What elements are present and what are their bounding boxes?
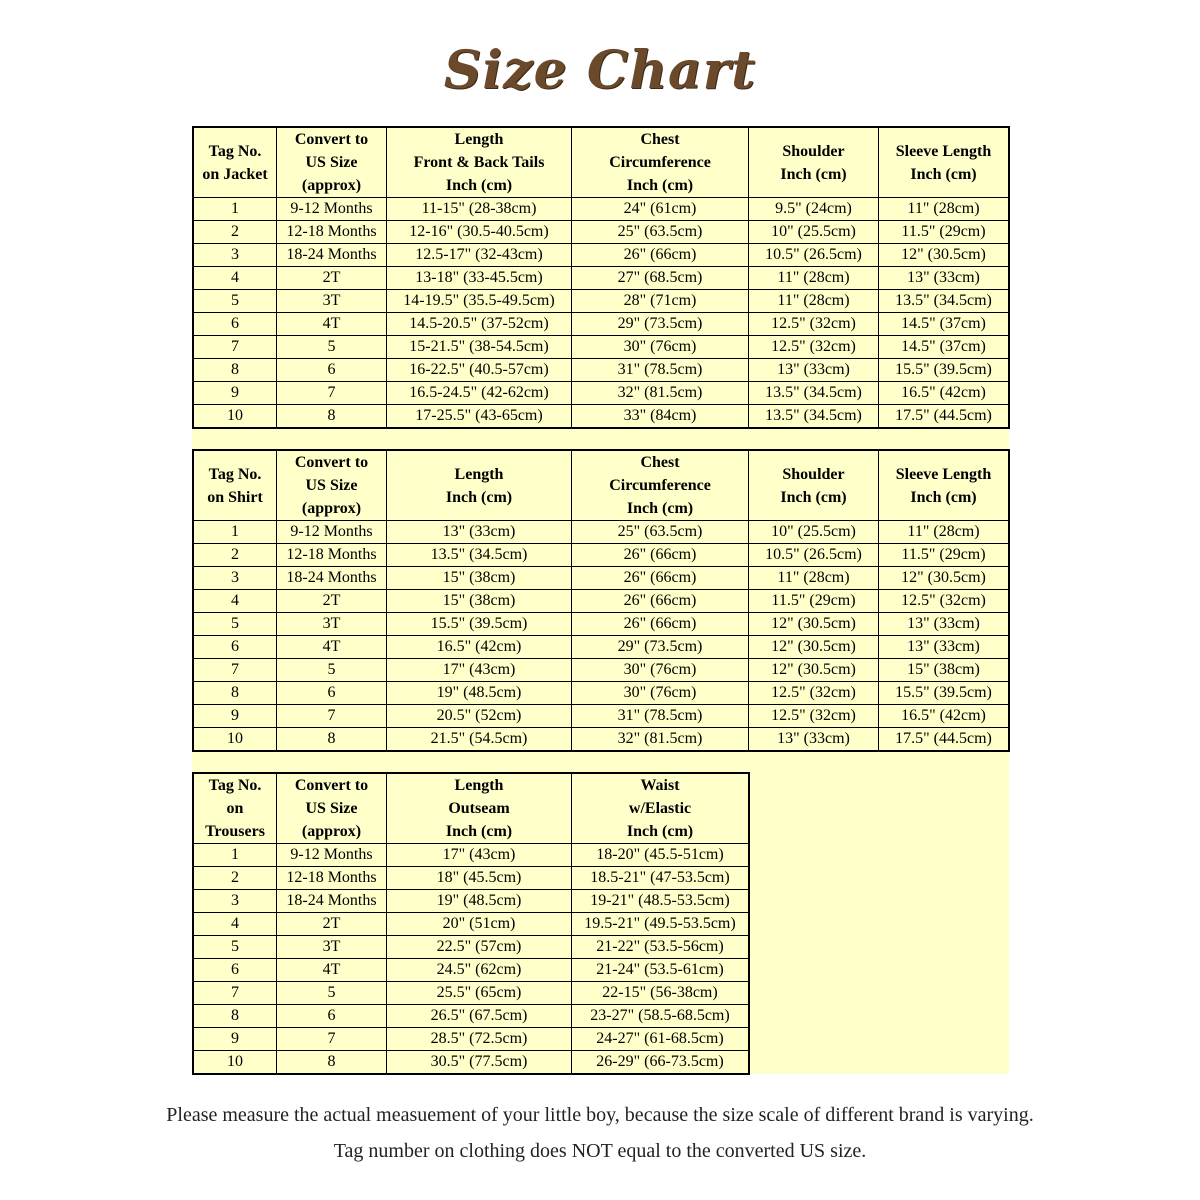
table-cell: 28.5" (72.5cm) (387, 1028, 572, 1051)
table-cell: 13" (33cm) (879, 267, 1010, 290)
table-cell: 12-18 Months (277, 221, 387, 244)
column-header-line: Outseam (448, 800, 510, 817)
column-header (193, 450, 277, 521)
table-cell: 4T (277, 313, 387, 336)
column-header (277, 127, 387, 198)
table-cell: 13.5" (34.5cm) (749, 382, 879, 405)
table-row (193, 521, 1009, 544)
column-header-line: Waist (640, 777, 680, 794)
column-header (879, 450, 1010, 521)
table-cell: 16.5" (42cm) (387, 636, 572, 659)
table-cell: 12.5" (32cm) (749, 682, 879, 705)
table-row (193, 1028, 749, 1051)
column-header (387, 450, 572, 521)
table-cell: 19.5-21" (49.5-53.5cm) (572, 913, 750, 936)
table-cell: 11" (28cm) (749, 567, 879, 590)
table-cell: 12.5" (32cm) (749, 705, 879, 728)
header-row (193, 450, 1009, 521)
table-cell: 32" (81.5cm) (572, 382, 749, 405)
table-cell: 13" (33cm) (749, 728, 879, 752)
table-cell: 11" (28cm) (879, 521, 1010, 544)
table-cell: 3 (193, 244, 277, 267)
table-cell: 4 (193, 267, 277, 290)
table-row (193, 221, 1009, 244)
column-header-line: Convert to (294, 131, 369, 148)
trousers-size-table (192, 772, 750, 1075)
table-cell: 5 (277, 659, 387, 682)
measurement-note: Please measure the actual measuement of your little boy, because the size scale of different brand is varying. (166, 1104, 1034, 1126)
column-header-line: (approx) (301, 823, 362, 840)
table-cell: 21-24" (53.5-61cm) (572, 959, 750, 982)
column-header (387, 773, 572, 844)
table-cell: 8 (277, 405, 387, 429)
table-cell: 19" (48.5cm) (387, 682, 572, 705)
table-cell: 12" (30.5cm) (879, 567, 1010, 590)
table-cell: 2 (193, 544, 277, 567)
table-row (193, 544, 1009, 567)
column-header (749, 127, 879, 198)
table-cell: 2T (277, 267, 387, 290)
table-cell: 3T (277, 936, 387, 959)
table-cell: 25" (63.5cm) (572, 521, 749, 544)
column-header-line: Shoulder (782, 142, 845, 160)
table-cell: 26" (66cm) (572, 244, 749, 267)
table-row (193, 336, 1009, 359)
column-header-line: Inch (cm) (910, 165, 977, 183)
table-row (193, 844, 749, 867)
column-header-line: Inch (cm) (626, 177, 694, 194)
table-cell: 11.5" (29cm) (879, 544, 1010, 567)
table-cell: 7 (277, 1028, 387, 1051)
table-cell: 8 (193, 1005, 277, 1028)
table-cell: 3 (193, 890, 277, 913)
table-cell: 24-27" (61-68.5cm) (572, 1028, 750, 1051)
column-header (387, 127, 572, 198)
table-cell: 7 (193, 659, 277, 682)
table-cell: 16-22.5" (40.5-57cm) (387, 359, 572, 382)
table-cell: 31" (78.5cm) (572, 359, 749, 382)
column-header-line: Circumference (609, 154, 711, 171)
table-cell: 13.5" (34.5cm) (749, 405, 879, 429)
column-header-line: Length (454, 465, 504, 483)
table-cell: 15.5" (39.5cm) (879, 682, 1010, 705)
table-cell: 3T (277, 290, 387, 313)
table-cell: 14.5" (37cm) (879, 313, 1010, 336)
table-cell: 13-18" (33-45.5cm) (387, 267, 572, 290)
table-cell: 26-29" (66-73.5cm) (572, 1051, 750, 1075)
column-header (572, 773, 750, 844)
table-cell: 32" (81.5cm) (572, 728, 749, 752)
table-row (193, 244, 1009, 267)
column-header-line: Sleeve Length (895, 142, 992, 160)
table-cell: 16.5-24.5" (42-62cm) (387, 382, 572, 405)
table-cell: 6 (277, 682, 387, 705)
table-row (193, 567, 1009, 590)
table-cell: 9 (193, 1028, 277, 1051)
table-cell: 22-15" (56-38cm) (572, 982, 750, 1005)
column-header-line: w/Elastic (628, 800, 692, 817)
table-cell: 17.5" (44.5cm) (879, 405, 1010, 429)
table-cell: 11" (28cm) (749, 267, 879, 290)
column-header-line: Inch (cm) (445, 488, 513, 506)
table-cell: 15-21.5" (38-54.5cm) (387, 336, 572, 359)
column-header (277, 773, 387, 844)
table-cell: 16.5" (42cm) (879, 705, 1010, 728)
table-cell: 17" (43cm) (387, 844, 572, 867)
table-cell: 30" (76cm) (572, 682, 749, 705)
table-cell: 4 (193, 590, 277, 613)
page-title: Size Chart (443, 40, 757, 101)
column-header (277, 450, 387, 521)
table-cell: 12.5" (32cm) (749, 313, 879, 336)
table-row (193, 590, 1009, 613)
table-cell: 18-24 Months (277, 244, 387, 267)
table-cell: 21-22" (53.5-56cm) (572, 936, 750, 959)
column-header-line: Circumference (609, 477, 711, 494)
jacket-size-table (192, 126, 1010, 429)
table-cell: 18-24 Months (277, 890, 387, 913)
column-header-line: Inch (cm) (910, 488, 977, 506)
table-cell: 19-21" (48.5-53.5cm) (572, 890, 750, 913)
table-cell: 13" (33cm) (879, 613, 1010, 636)
column-header (572, 127, 749, 198)
table-cell: 1 (193, 844, 277, 867)
column-header-line: Sleeve Length (895, 465, 992, 483)
table-cell: 11" (28cm) (879, 198, 1010, 221)
column-header-line: Tag No. (208, 465, 262, 483)
table-cell: 12-16" (30.5-40.5cm) (387, 221, 572, 244)
table-cell: 15.5" (39.5cm) (387, 613, 572, 636)
table-cell: 2 (193, 867, 277, 890)
table-cell: 3T (277, 613, 387, 636)
column-header-line: on Jacket (202, 165, 268, 183)
table-cell: 15" (38cm) (387, 590, 572, 613)
column-header-line: Tag No. (208, 777, 262, 794)
table-row (193, 659, 1009, 682)
table-cell: 11.5" (29cm) (879, 221, 1010, 244)
column-header-line: (approx) (301, 500, 362, 517)
table-cell: 12" (30.5cm) (749, 636, 879, 659)
table-cell: 9.5" (24cm) (749, 198, 879, 221)
table-cell: 9-12 Months (277, 844, 387, 867)
table-cell: 10" (25.5cm) (749, 221, 879, 244)
table-cell: 24.5" (62cm) (387, 959, 572, 982)
table-cell: 1 (193, 521, 277, 544)
table-cell: 5 (277, 336, 387, 359)
column-header (749, 450, 879, 521)
table-cell: 2T (277, 913, 387, 936)
table-row (193, 198, 1009, 221)
table-cell: 12-18 Months (277, 544, 387, 567)
column-header (879, 127, 1010, 198)
column-header (572, 450, 749, 521)
table-cell: 21.5" (54.5cm) (387, 728, 572, 752)
table-row (193, 982, 749, 1005)
table-cell: 25.5" (65cm) (387, 982, 572, 1005)
column-header-line: Tag No. (208, 142, 262, 160)
table-cell: 12" (30.5cm) (749, 659, 879, 682)
table-cell: 5 (277, 982, 387, 1005)
table-row (193, 959, 749, 982)
table-cell: 13.5" (34.5cm) (879, 290, 1010, 313)
table-cell: 18-20" (45.5-51cm) (572, 844, 750, 867)
table-cell: 12.5" (32cm) (749, 336, 879, 359)
table-cell: 8 (277, 1051, 387, 1075)
table-cell: 17-25.5" (43-65cm) (387, 405, 572, 429)
table-row (193, 682, 1009, 705)
table-cell: 5 (193, 613, 277, 636)
table-cell: 27" (68.5cm) (572, 267, 749, 290)
table-cell: 16.5" (42cm) (879, 382, 1010, 405)
table-cell: 26" (66cm) (572, 544, 749, 567)
column-header-line: Inch (cm) (626, 823, 694, 840)
table-cell: 12-18 Months (277, 867, 387, 890)
table-cell: 2T (277, 590, 387, 613)
column-header-line: US Size (305, 154, 358, 171)
table-row (193, 290, 1009, 313)
table-cell: 6 (277, 359, 387, 382)
table-cell: 13" (33cm) (879, 636, 1010, 659)
column-header-line: Length (454, 131, 504, 148)
table-cell: 31" (78.5cm) (572, 705, 749, 728)
table-cell: 30" (76cm) (572, 336, 749, 359)
table-cell: 5 (193, 936, 277, 959)
table-cell: 30" (76cm) (572, 659, 749, 682)
table-cell: 5 (193, 290, 277, 313)
column-header-line: Inch (cm) (626, 500, 694, 517)
table-cell: 6 (193, 636, 277, 659)
column-header-line: Inch (cm) (445, 177, 513, 194)
table-cell: 13" (33cm) (387, 521, 572, 544)
table-cell: 26" (66cm) (572, 590, 749, 613)
column-header-line: Inch (cm) (445, 823, 513, 840)
table-row (193, 936, 749, 959)
table-cell: 18.5-21" (47-53.5cm) (572, 867, 750, 890)
column-header-line: Chest (640, 454, 680, 471)
table-cell: 4T (277, 636, 387, 659)
table-cell: 28" (71cm) (572, 290, 749, 313)
table-row (193, 405, 1009, 429)
table-row (193, 1005, 749, 1028)
table-cell: 30.5" (77.5cm) (387, 1051, 572, 1075)
table-cell: 10 (193, 728, 277, 752)
column-header-line: US Size (305, 477, 358, 494)
table-cell: 8 (193, 359, 277, 382)
table-row (193, 636, 1009, 659)
table-cell: 29" (73.5cm) (572, 313, 749, 336)
table-cell: 7 (193, 336, 277, 359)
column-header-line: Shoulder (782, 465, 845, 483)
table-cell: 2 (193, 221, 277, 244)
table-cell: 13.5" (34.5cm) (387, 544, 572, 567)
table-cell: 12.5" (32cm) (879, 590, 1010, 613)
table-cell: 11" (28cm) (749, 290, 879, 313)
table-cell: 20.5" (52cm) (387, 705, 572, 728)
column-header-line: (approx) (301, 177, 362, 194)
table-cell: 10 (193, 405, 277, 429)
table-cell: 12" (30.5cm) (879, 244, 1010, 267)
header-row (193, 773, 749, 844)
table-cell: 6 (277, 1005, 387, 1028)
table-cell: 10.5" (26.5cm) (749, 544, 879, 567)
table-cell: 7 (277, 382, 387, 405)
table-cell: 8 (193, 682, 277, 705)
table-cell: 26" (66cm) (572, 613, 749, 636)
table-row (193, 705, 1009, 728)
column-header-line: Length (454, 777, 504, 794)
table-cell: 6 (193, 959, 277, 982)
column-header-line: US Size (305, 800, 358, 817)
table-row (193, 890, 749, 913)
table-cell: 25" (63.5cm) (572, 221, 749, 244)
table-row (193, 313, 1009, 336)
table-row (193, 867, 749, 890)
table-cell: 15.5" (39.5cm) (879, 359, 1010, 382)
shirt-size-table (192, 449, 1010, 752)
table-cell: 18" (45.5cm) (387, 867, 572, 890)
table-cell: 8 (277, 728, 387, 752)
table-cell: 9 (193, 705, 277, 728)
table-row (193, 728, 1009, 752)
table-cell: 22.5" (57cm) (387, 936, 572, 959)
table-cell: 6 (193, 313, 277, 336)
table-cell: 13" (33cm) (749, 359, 879, 382)
table-cell: 23-27" (58.5-68.5cm) (572, 1005, 750, 1028)
table-cell: 9-12 Months (277, 198, 387, 221)
table-row (193, 382, 1009, 405)
table-cell: 4 (193, 913, 277, 936)
table-cell: 33" (84cm) (572, 405, 749, 429)
table-row (193, 913, 749, 936)
table-cell: 17" (43cm) (387, 659, 572, 682)
table-cell: 9 (193, 382, 277, 405)
table-cell: 10 (193, 1051, 277, 1075)
column-header-line: Chest (640, 131, 680, 148)
table-cell: 26" (66cm) (572, 567, 749, 590)
column-header (193, 127, 277, 198)
table-cell: 11-15" (28-38cm) (387, 198, 572, 221)
table-cell: 15" (38cm) (879, 659, 1010, 682)
table-cell: 12.5-17" (32-43cm) (387, 244, 572, 267)
column-header-line: Inch (cm) (780, 165, 847, 183)
table-cell: 18-24 Months (277, 567, 387, 590)
table-cell: 17.5" (44.5cm) (879, 728, 1010, 752)
table-cell: 9-12 Months (277, 521, 387, 544)
table-cell: 10" (25.5cm) (749, 521, 879, 544)
table-cell: 10.5" (26.5cm) (749, 244, 879, 267)
table-cell: 15" (38cm) (387, 567, 572, 590)
table-cell: 14.5-20.5" (37-52cm) (387, 313, 572, 336)
table-cell: 14.5" (37cm) (879, 336, 1010, 359)
column-header-line: Convert to (294, 777, 369, 794)
column-header-line: Convert to (294, 454, 369, 471)
table-cell: 29" (73.5cm) (572, 636, 749, 659)
table-cell: 24" (61cm) (572, 198, 749, 221)
table-cell: 12" (30.5cm) (749, 613, 879, 636)
table-row (193, 613, 1009, 636)
tag-number-note: Tag number on clothing does NOT equal to the converted US size. (333, 1140, 867, 1162)
column-header-line: Inch (cm) (780, 488, 847, 506)
column-header-line: Trousers (205, 823, 265, 840)
table-cell: 11.5" (29cm) (749, 590, 879, 613)
column-header (193, 773, 277, 844)
column-header-line: on (226, 800, 244, 817)
table-cell: 7 (277, 705, 387, 728)
table-row (193, 1051, 749, 1075)
table-cell: 26.5" (67.5cm) (387, 1005, 572, 1028)
table-cell: 7 (193, 982, 277, 1005)
table-cell: 1 (193, 198, 277, 221)
table-cell: 3 (193, 567, 277, 590)
column-header-line: Front & Back Tails (413, 154, 545, 171)
table-row (193, 267, 1009, 290)
table-cell: 20" (51cm) (387, 913, 572, 936)
table-cell: 14-19.5" (35.5-49.5cm) (387, 290, 572, 313)
table-cell: 4T (277, 959, 387, 982)
table-cell: 19" (48.5cm) (387, 890, 572, 913)
table-row (193, 359, 1009, 382)
column-header-line: on Shirt (207, 488, 263, 506)
header-row (193, 127, 1009, 198)
